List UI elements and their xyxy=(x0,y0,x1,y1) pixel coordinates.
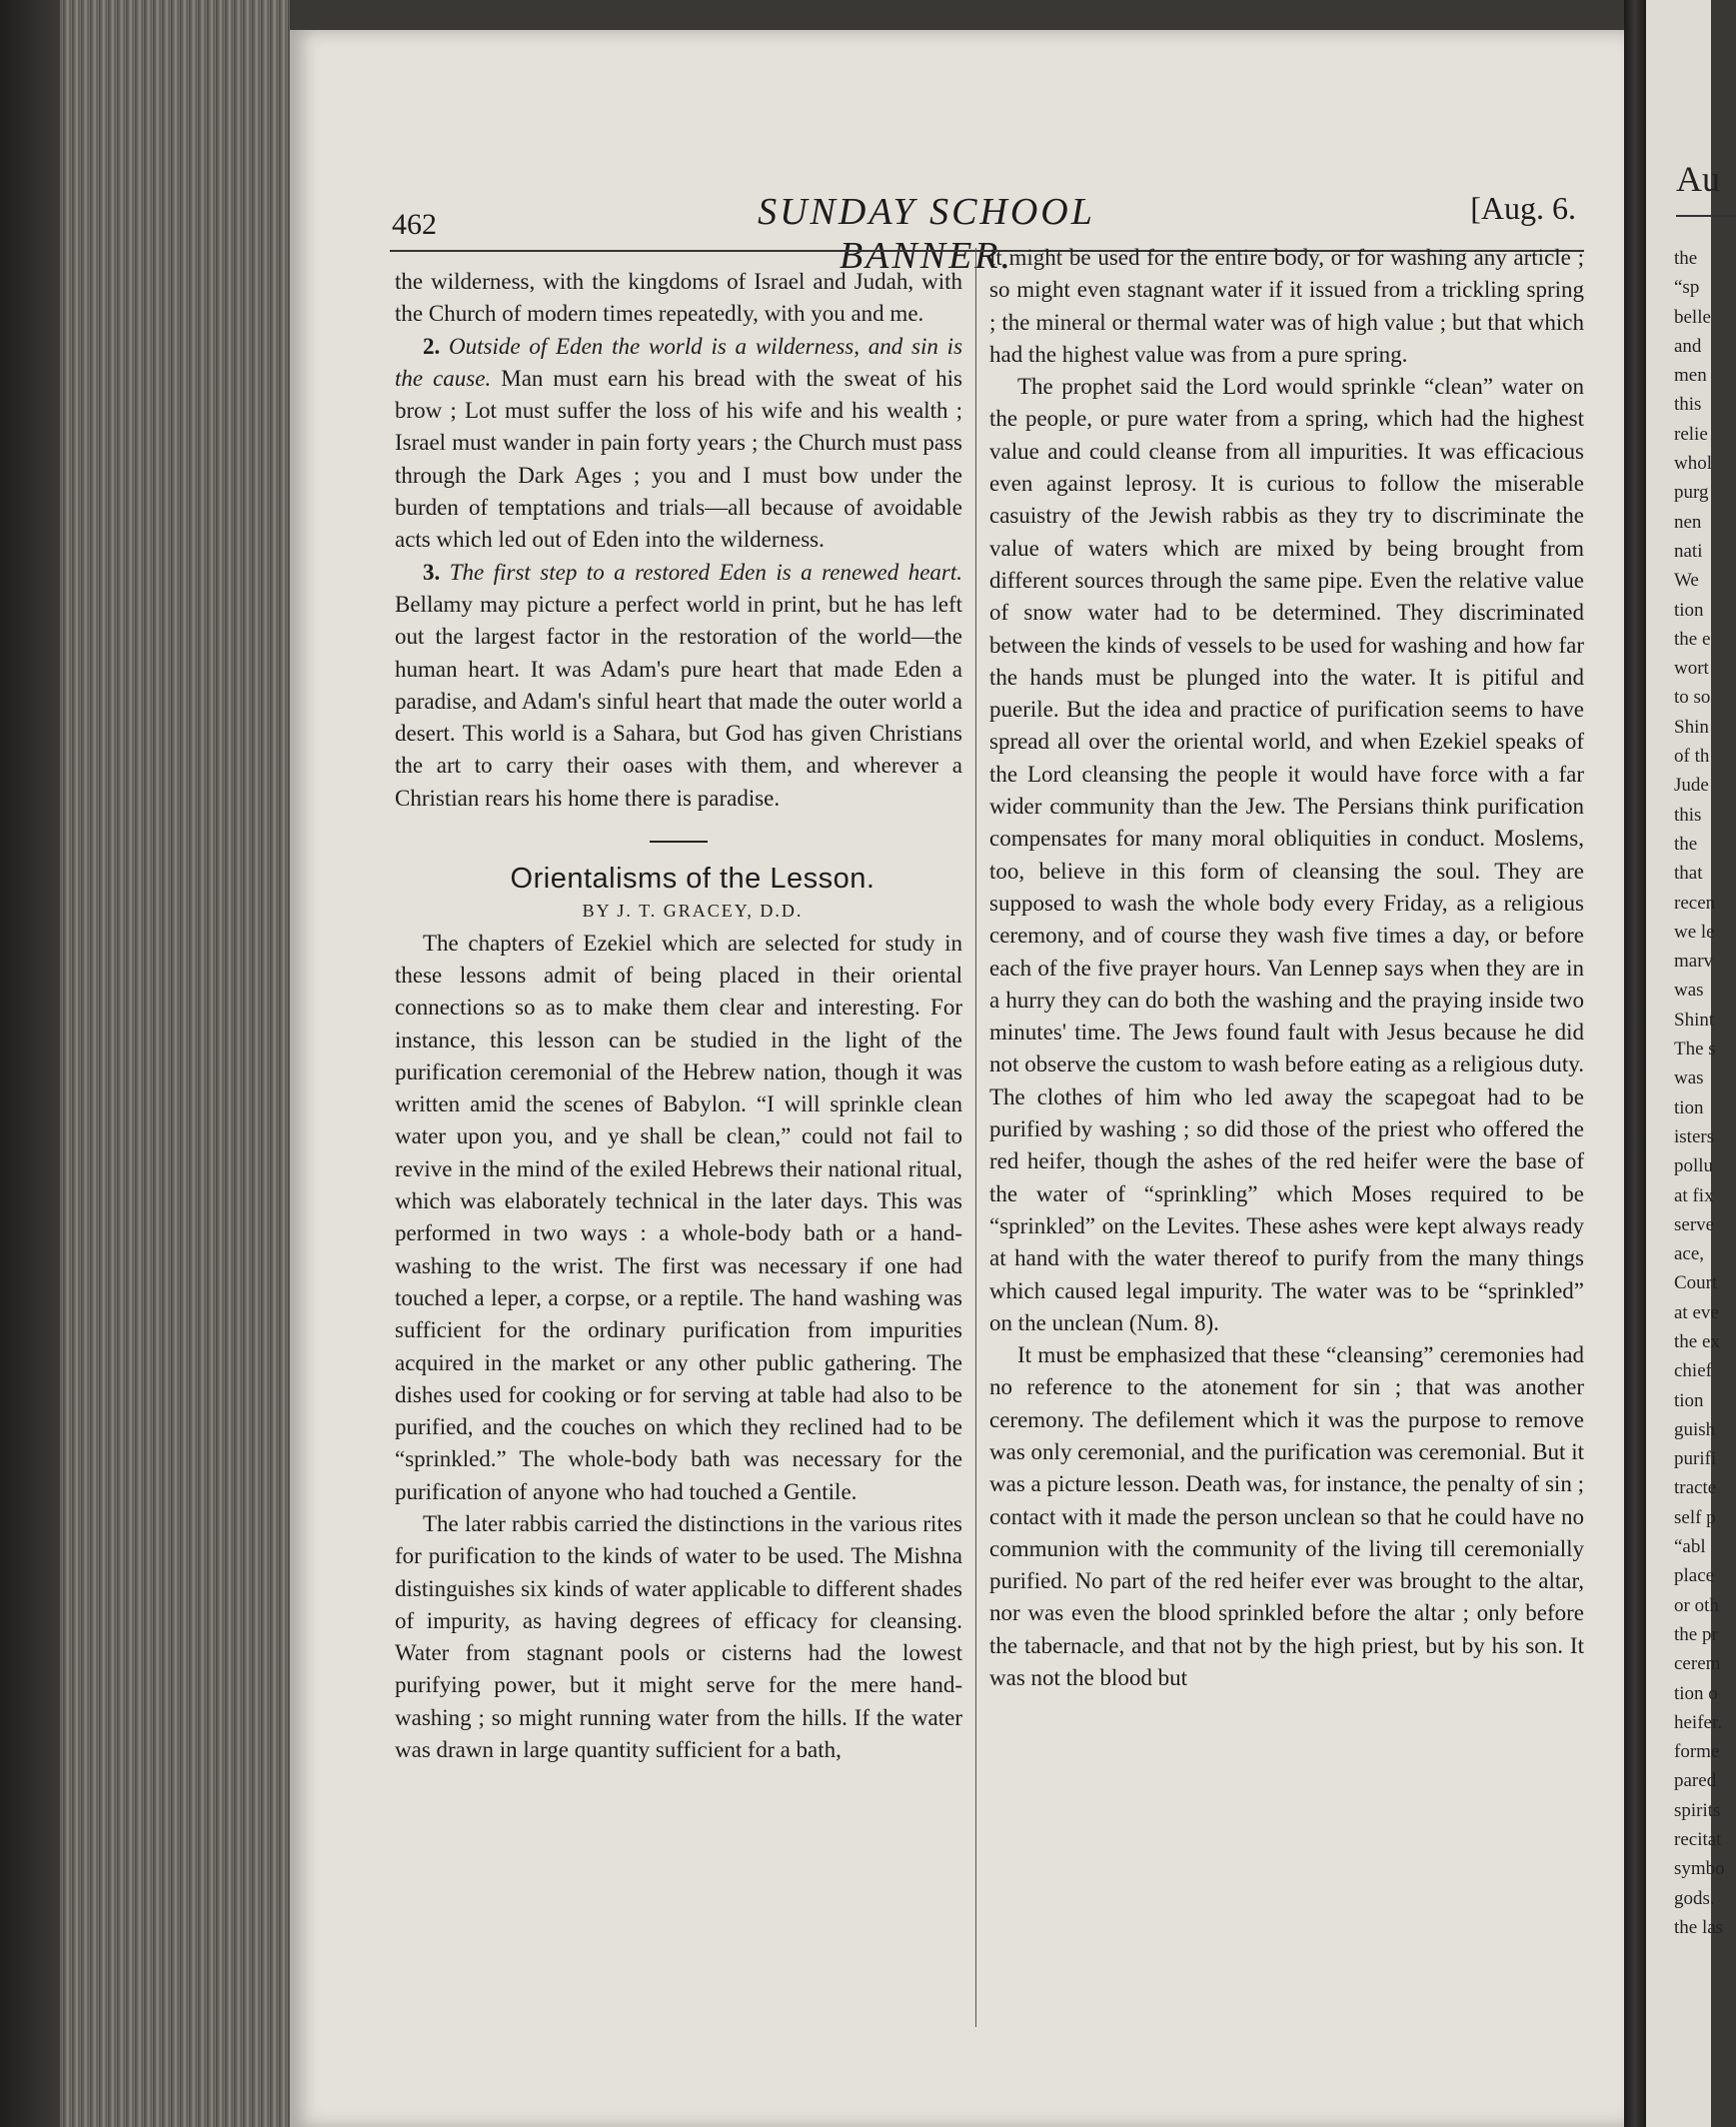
next-page-line: tion xyxy=(1674,599,1704,621)
next-page-line: gods. xyxy=(1674,1887,1715,1909)
article-paragraph-3: it might be used for the entire body, or for washing any article ; so might even stagnant water if it issued from a trickling spring ; the mineral or thermal water was of high value ; but that which had the highest value was from a pure spring. xyxy=(989,245,1584,367)
next-page-line: chief xyxy=(1674,1360,1712,1382)
next-page-line: recen xyxy=(1674,892,1716,914)
point-2-body: Man must earn his bread with the sweat of his brow ; Lot must suffer the loss of his wife and his wealth ; Israel must wander in pain forty years ; the Church must pass through the Dark Ages ; you and I must bow under the burden of temptations and trials—all because of avoidable acts which led out of Eden into the wilderness. xyxy=(395,365,963,553)
next-page-line: to so xyxy=(1674,687,1711,709)
next-page-line: men xyxy=(1674,365,1707,387)
page xyxy=(290,30,1624,2127)
next-page-line: recitat xyxy=(1674,1829,1722,1851)
next-page-line: at fix xyxy=(1674,1184,1714,1206)
article-paragraph-1: The chapters of Ezekiel which are selected for study in these lessons admit of being placed in their oriental connections so as to make them clear and interesting. For instance, this lesson can be studied in the light of the purification ceremonial of the Hebrew nation, though it was written amid the scenes of Babylon. “I will sprinkle clean water upon you, and ye shall be clean,” could not fail to revive in the mind of the exiled Hebrews their national ritual, which was elaborately technical in the later days. This was performed in two ways : a whole-body bath or a hand-washing to the wrist. The first was necessary if one had touched a leper, a corpse, or a reptile. The hand washing was sufficient for the ordinary purification from impurities acquired in the market or any other public gathering. The dishes used for cooking or for serving at table had also to be purified, and the couches on which they reclined had to be “sprinkled.” The whole-body bath was necessary for the purification of anyone who had touched a Gentile. xyxy=(395,930,962,1504)
next-page-line: tion o xyxy=(1674,1682,1718,1704)
point-3-body: Bellamy may picture a perfect world in print, but he has left out the largest factor in the restoration of the world—the human heart. It was Adam's pure heart that made Eden a paradise, and Adam's sinful heart that made the outer world a desert. This world is a Sahara, but God has given Christians the art to carry their oases with them, and wherever a Christian rears his home there is paradise. xyxy=(395,591,962,811)
point-2-number: 2. xyxy=(423,333,441,359)
next-page-line: relie xyxy=(1674,423,1708,445)
next-page-line: we le xyxy=(1674,921,1715,943)
next-page-line: spirits xyxy=(1674,1799,1721,1821)
column-divider xyxy=(975,248,976,2027)
article-byline: BY J. T. GRACEY, D.D. xyxy=(582,901,804,922)
next-page-line: the las xyxy=(1674,1916,1724,1938)
next-page-lines xyxy=(1674,244,1734,1942)
next-page-line: Jude xyxy=(1674,775,1709,797)
next-page-line: tracte xyxy=(1674,1477,1717,1499)
paragraph-intro: the wilderness, with the kingdoms of Israel and Judah, with the Church of modern times repeatedly, with you and me. xyxy=(395,269,962,327)
right-column xyxy=(989,242,1584,1694)
next-page-line: cerem xyxy=(1674,1653,1721,1675)
next-page-line: isters xyxy=(1674,1125,1715,1147)
running-title: SUNDAY SCHOOL BANNER. xyxy=(758,191,1095,277)
point-2-heading: Outside of Eden the world is a wilderness, and sin is the cause. xyxy=(395,333,963,391)
next-page-line: was xyxy=(1674,1067,1704,1089)
next-page-line: purg xyxy=(1674,482,1709,504)
next-page-header: Au xyxy=(1676,159,1720,199)
next-page-line: “abl xyxy=(1674,1536,1706,1558)
next-page-line: ace, xyxy=(1674,1243,1705,1265)
next-page-line: forme xyxy=(1674,1741,1720,1763)
section-separator xyxy=(650,841,708,843)
next-page-line: whol xyxy=(1674,453,1712,475)
next-page-line: the xyxy=(1674,833,1698,855)
next-page-line: or oth xyxy=(1674,1594,1719,1616)
next-page-line: purifi xyxy=(1674,1448,1717,1470)
page-number: 462 xyxy=(392,208,437,241)
left-column xyxy=(395,266,962,1766)
next-page-line: of th xyxy=(1674,746,1710,768)
next-page-line: the pr xyxy=(1674,1623,1718,1645)
next-page-line: this xyxy=(1674,804,1702,826)
next-page-fragment xyxy=(1646,0,1725,2127)
point-3-number: 3. xyxy=(423,559,441,585)
next-page-line: nati xyxy=(1674,540,1703,562)
point-2 xyxy=(395,331,962,557)
next-page-line: that xyxy=(1674,863,1703,885)
next-page-line: and xyxy=(1674,335,1702,357)
next-page-line: heifer. xyxy=(1674,1711,1723,1733)
next-page-line: wort xyxy=(1674,658,1709,680)
next-page-line: was xyxy=(1674,980,1704,1002)
next-page-line: pollu xyxy=(1674,1155,1714,1177)
next-page-line: serve xyxy=(1674,1213,1715,1235)
next-page-line: the ex xyxy=(1674,1330,1720,1352)
article-paragraph-4: The prophet said the Lord would sprinkle “clean” water on the people, or pure water from a spring, which had the highest value and could cleanse from all impurities. It was efficacious even against leprosy. It is curious to follow the miserable casuistry of the Jewish rabbis as they try to discriminate the value of waters which are mixed by being brought from different sources through the same pipe. Even the relative value of snow water had to be determined. They discriminated between the kinds of vessels to be used for washing and how far the hands must be plunged into the water. It is pitiful and puerile. But the idea and practice of purification seems to have spread all over the oriental world, and when Ezekiel speaks of the Lord cleansing the people it would have force with a far wider community than the Jew. The Persians think purification compensates for many moral obliquities in conduct. Moslems, too, believe in this form of cleansing the soul. They are supposed to wash the whole body every Friday, as a religious ceremony, and of course they wash five times a day, or before each of the five prayer hours. Van Lennep says when they are in a hurry they can do both the washing and the praying inside two minutes' time. The Jews found fault with Jesus because he did not observe the custom to wash before eating as a religious duty. The clothes of him who led away the scapegoat had to be purified by washing ; so did those of the priest who offered the red heifer, though the ashes of the red heifer were the base of the water of “sprinkling” which Moses required to be “sprinkled” on the Levites. These ashes were kept always ready at hand with the water thereof to purify from the many things which caused legal impurity. The water was to be “sprinkled” on the unclean (Num. 8). xyxy=(989,374,1584,1335)
next-page-line: Court xyxy=(1674,1272,1718,1294)
next-page-line: the xyxy=(1674,248,1698,269)
next-page-line: belle xyxy=(1674,306,1711,328)
next-page-line: this xyxy=(1674,394,1702,416)
next-page-line: The s xyxy=(1674,1039,1716,1061)
article-title: Orientalisms of the Lesson. xyxy=(510,863,875,896)
next-page-line: tion xyxy=(1674,1389,1704,1411)
next-page-line: the e xyxy=(1674,628,1711,650)
article-paragraph-2: The later rabbis carried the distinctions in the various rites for purification to the kinds of water to be used. The Mishna distinguishes six kinds of water applicable to different shades of impurity, as having degrees of efficacy for cleansing. Water from stagnant pools or cisterns had the lowest purifying power, but it might serve for the mere hand-washing ; so might running water from the hills. If the water was drawn in large quantity sufficient for a bath, xyxy=(395,1510,962,1763)
next-page-line: We xyxy=(1674,570,1699,592)
page-header xyxy=(392,190,1576,277)
book-gutter xyxy=(1624,0,1646,2127)
point-3-heading: The first step to a restored Eden is a renewed heart. xyxy=(449,559,962,585)
next-page-line: at eve xyxy=(1674,1301,1719,1323)
next-page-rule xyxy=(1676,215,1736,217)
article-paragraph-5: It must be emphasized that these “cleansing” ceremonies had no reference to the atonement for sin ; that was another ceremony. The defilement which it was the purpose to remove was only ceremonial, and the purification was ceremonial. But it was a picture lesson. Death was, for instance, the penalty of sin ; contact with it made the person unclean so that he could have no communion with the community of the living till ceremonially purified. No part of the red heifer ever was brought to the altar, nor was even the blood sprinkled before the altar ; only before the tabernacle, and that not by the high priest, but by his son. It was not the blood but xyxy=(989,1342,1584,1691)
next-page-line: marv xyxy=(1674,951,1714,973)
next-page-line: pared xyxy=(1674,1770,1717,1792)
next-page-line: place xyxy=(1674,1565,1715,1587)
next-page-line: tion xyxy=(1674,1096,1704,1118)
next-page-line: Shint xyxy=(1674,1009,1715,1031)
next-page-line: symbo xyxy=(1674,1858,1725,1880)
point-3 xyxy=(395,557,962,815)
header-date: [Aug. 6. xyxy=(1470,190,1576,226)
next-page-line: “sp xyxy=(1674,277,1700,299)
next-page-line: self p xyxy=(1674,1506,1716,1528)
next-page-line: nen xyxy=(1674,511,1702,533)
next-page-line: Shin xyxy=(1674,716,1709,738)
book-cover-edge xyxy=(0,0,60,2127)
next-page-line: guish xyxy=(1674,1418,1716,1440)
